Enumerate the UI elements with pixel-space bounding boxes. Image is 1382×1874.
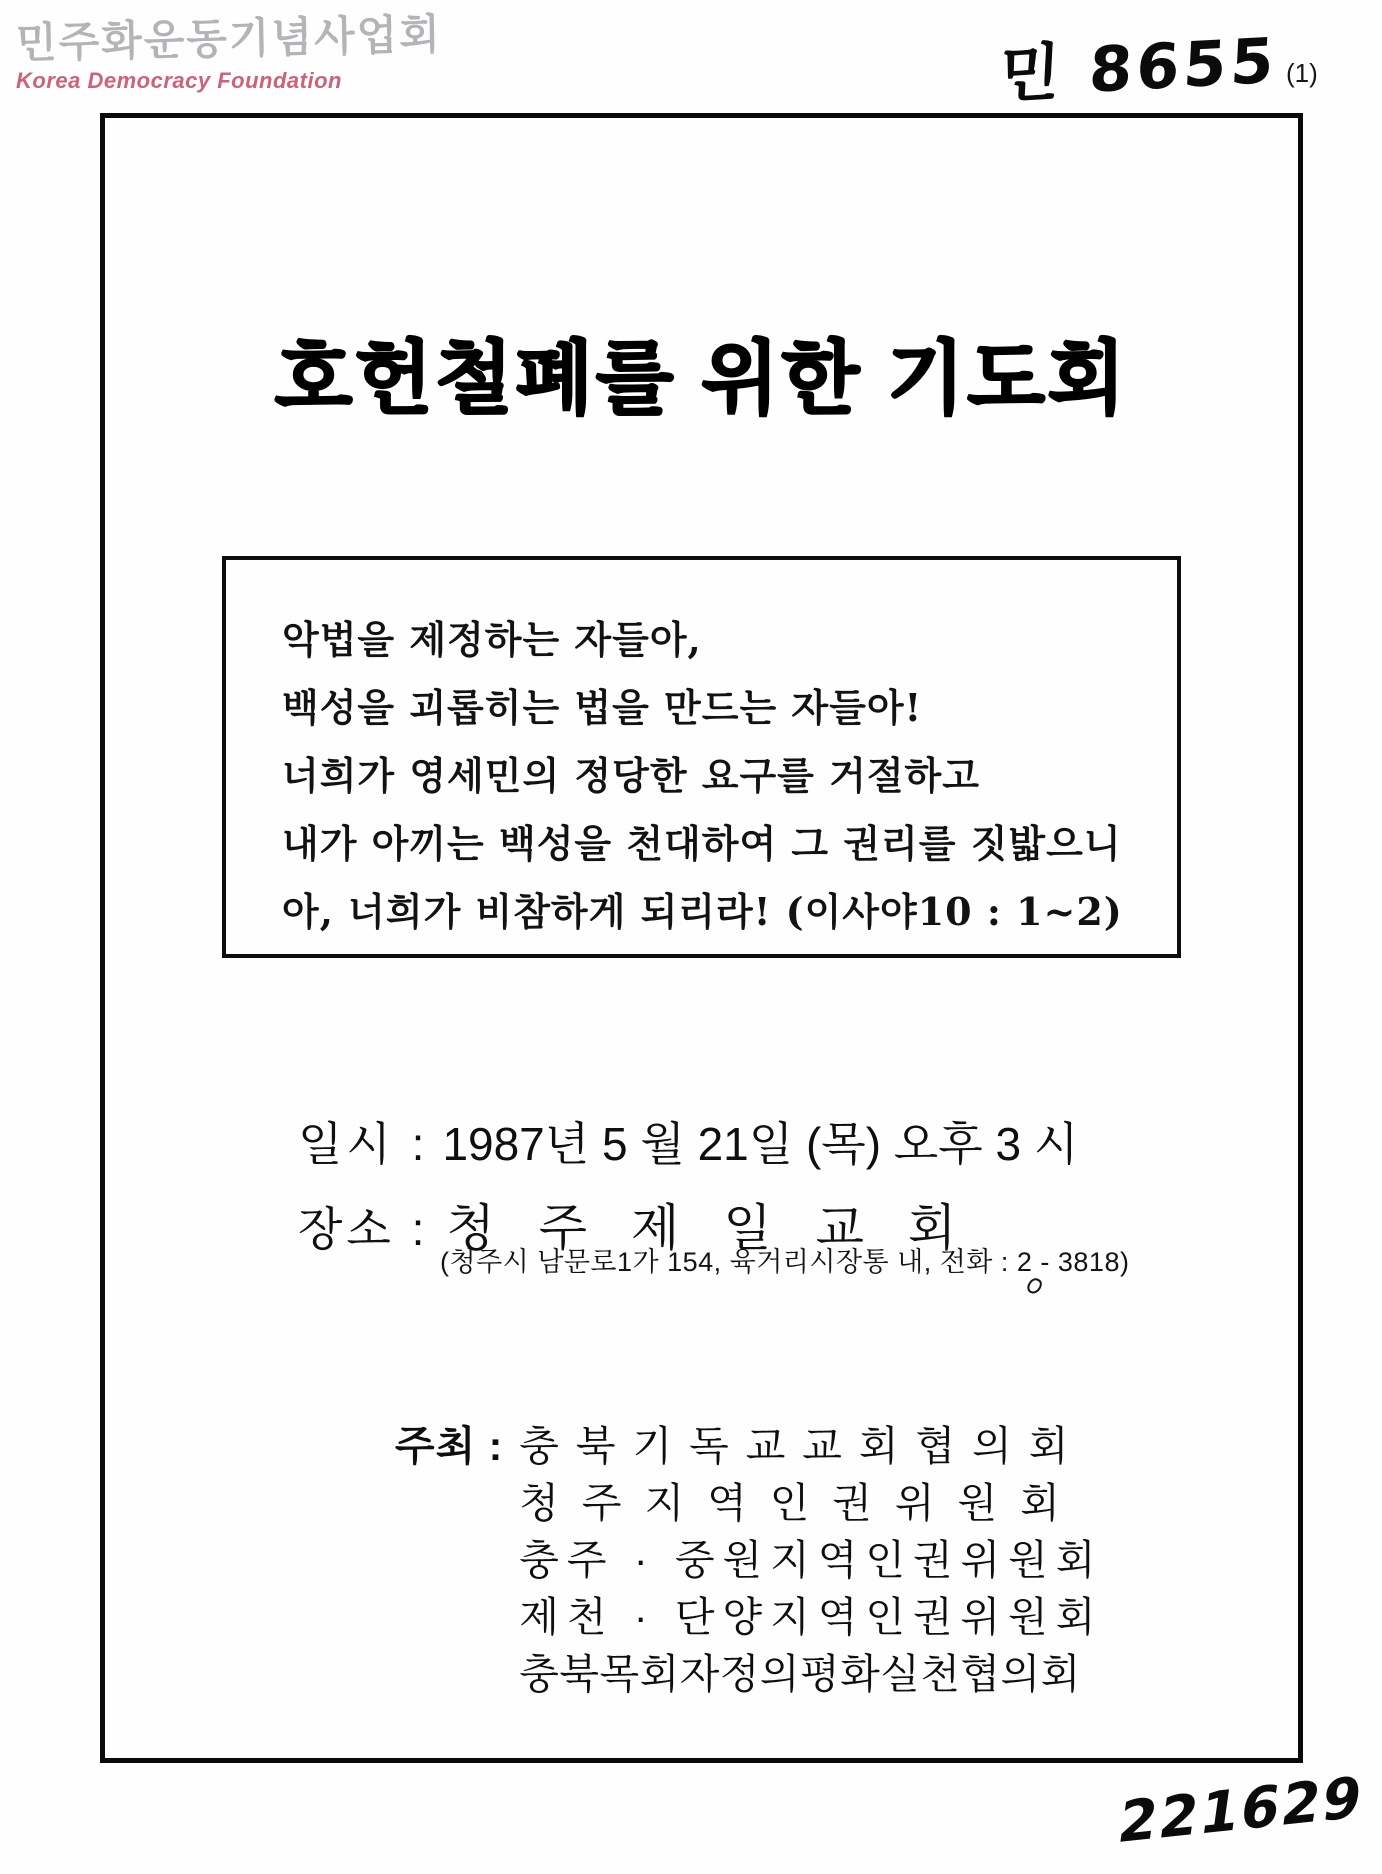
archive-logo-english-text: Korea Democracy Foundation — [16, 68, 342, 93]
venue-label: 장소 : — [298, 1203, 429, 1255]
event-date-row — [298, 1108, 1078, 1174]
scripture-quote-box — [222, 556, 1181, 958]
archive-logo — [16, 6, 442, 94]
organizer-item: 제천 · 단양지역인권위원회 — [519, 1594, 1104, 1640]
quote-line: 백성을 괴롭히는 법을 만드는 자들아! — [282, 685, 923, 730]
quote-line: 내가 아끼는 백성을 천대하여 그 권리를 짓밟으니 — [282, 821, 1122, 866]
page-number: (1) — [1286, 58, 1318, 88]
handwritten-footer-number: 221629 — [1114, 1764, 1368, 1857]
organizers-section — [395, 1418, 1103, 1703]
venue-value: 청주제일교회 — [446, 1200, 1001, 1256]
handwritten-doc-number: 민 8655 — [998, 23, 1280, 112]
organizer-item: 충북기독교교회협의회 — [519, 1423, 1086, 1469]
venue-address-detail: (청주시 남문로1가 154, 육거리시장통 내, 전화 : 2 - 3818) — [440, 1247, 1130, 1277]
scripture-quote-text — [282, 606, 1157, 946]
quote-line: 악법을 제정하는 자들아, — [282, 617, 702, 662]
organizer-item: 충북목회자정의평화실천협의회 — [519, 1651, 1081, 1697]
date-label: 일시 : — [298, 1118, 429, 1170]
date-value: 1987년 5 월 21일 (목) 오후 3 시 — [442, 1118, 1079, 1170]
quote-line: 너희가 영세민의 정당한 요구를 거절하고 — [282, 753, 980, 798]
poster-border-frame — [100, 113, 1303, 1763]
quote-line: 아, 너희가 비참하게 되리라! (이사야10 : 1~2) — [282, 889, 1123, 934]
organizer-item: 청주지역인권위원회 — [519, 1480, 1083, 1526]
organizers-list — [519, 1418, 1103, 1703]
organizer-item: 충주 · 중원지역인권위원회 — [519, 1537, 1104, 1583]
organizers-label: 주최 : — [395, 1423, 504, 1469]
archive-logo-korean-text: 민주화운동기념사업회 — [15, 9, 443, 68]
poster-title: 호헌철폐를 위한 기도회 — [274, 334, 1129, 423]
